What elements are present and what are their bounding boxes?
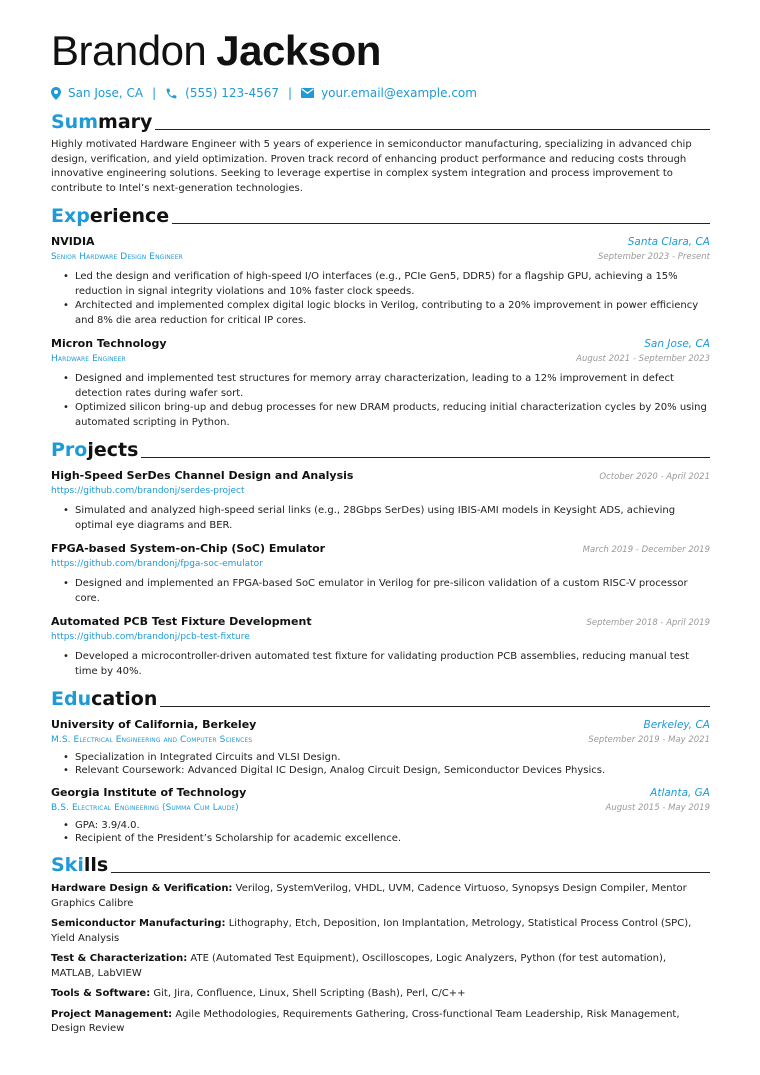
experience-heading bbox=[51, 204, 710, 228]
projects-list bbox=[51, 468, 710, 679]
project-entry bbox=[51, 541, 710, 606]
list-item: • Designed and implemented an FPGA-based SoC emulator in Verilog for pre-silicon validation of a custom RISC-V processor core. bbox=[51, 577, 710, 606]
project-link[interactable]: https://github.com/brandonj/fpga-soc-emulator bbox=[51, 559, 263, 569]
experience-entry bbox=[51, 336, 710, 430]
education-entry bbox=[51, 785, 710, 845]
project-dates: September 2018 - April 2019 bbox=[586, 618, 710, 628]
project-dates: October 2020 - April 2021 bbox=[599, 472, 710, 482]
skill-category: Test & Characterization: bbox=[51, 953, 188, 964]
school-location: Berkeley, CA bbox=[643, 719, 710, 731]
project-name: FPGA-based System-on-Chip (SoC) Emulator bbox=[51, 542, 326, 555]
job-location: Santa Clara, CA bbox=[627, 236, 710, 248]
contact-bar bbox=[51, 84, 710, 102]
section-title: Projects bbox=[51, 439, 139, 461]
education-heading bbox=[51, 687, 710, 711]
list-item: • Designed and implemented test structures for memory array characterization, leading to a 12% improvement in defect detection rates during wafer sort. bbox=[51, 372, 710, 401]
section-rule bbox=[141, 457, 710, 458]
job-location: San Jose, CA bbox=[644, 338, 710, 350]
skill-values: ATE (Automated Test Equipment), Oscilloscopes, Logic Analyzers, Python (for test automation), MATLAB, LabVIEW bbox=[51, 953, 667, 979]
skill-category: Project Management: bbox=[51, 1008, 173, 1020]
project-link[interactable]: https://github.com/brandonj/serdes-project bbox=[51, 486, 245, 496]
section-rule bbox=[155, 129, 710, 130]
project-dates: March 2019 - December 2019 bbox=[582, 545, 710, 555]
degree-title: M.S. Electrical Engineering and Computer Sciences bbox=[51, 735, 253, 745]
school-name: University of California, Berkeley bbox=[51, 718, 257, 731]
contact-phone[interactable] bbox=[165, 86, 279, 100]
school-name: Georgia Institute of Technology bbox=[51, 786, 247, 799]
skill-values: Git, Jira, Confluence, Linux, Shell Scripting (Bash), Perl, C/C++ bbox=[153, 988, 466, 999]
resume-page bbox=[51, 26, 710, 1037]
education-entry bbox=[51, 717, 710, 777]
skill-category: Hardware Design & Verification: bbox=[51, 883, 233, 894]
degree-title: B.S. Electrical Engineering (Summa Cum Laude) bbox=[51, 803, 239, 813]
phone-icon bbox=[165, 87, 178, 100]
section-rule bbox=[172, 223, 710, 224]
email-link: your.email@example.com bbox=[321, 86, 477, 100]
section-title: Experience bbox=[51, 205, 170, 227]
summary-heading bbox=[51, 110, 710, 134]
education-dates: August 2015 - May 2019 bbox=[605, 803, 710, 813]
education-list bbox=[51, 717, 710, 845]
skill-category: Tools & Software: bbox=[51, 988, 151, 999]
skill-values: Agile Methodologies, Requirements Gathering, Cross-functional Team Leadership, Risk Management, Design Review bbox=[51, 1008, 680, 1034]
phone-text: (555) 123-4567 bbox=[185, 86, 280, 100]
section-rule bbox=[160, 706, 710, 707]
job-dates: August 2021 - September 2023 bbox=[576, 354, 710, 364]
job-title: Senior Hardware Design Engineer bbox=[51, 252, 183, 262]
list-item: • Relevant Coursework: Advanced Digital IC Design, Analog Circuit Design, Semiconductor Devices Physics. bbox=[51, 764, 710, 777]
candidate-name bbox=[51, 26, 710, 76]
summary-text: Highly motivated Hardware Engineer with 5 years of experience in semiconductor manufacturing, specializing in advanced chip design, verification, and yield optimization. Proven track record of enhancing product performance and reducing costs through innovative engineering solutions. Seeking to leverage expertise in complex system integration and process improvement to contribute to Intel’s next-generation technologies. bbox=[51, 139, 692, 194]
contact-separator: | bbox=[288, 86, 293, 100]
section-title: Education bbox=[51, 688, 158, 710]
skill-line bbox=[51, 917, 710, 946]
skill-line bbox=[51, 1008, 710, 1037]
section-title: Summary bbox=[51, 111, 153, 133]
skills-heading bbox=[51, 853, 710, 877]
list-item: • Led the design and verification of high-speed I/O interfaces (e.g., PCIe Gen5, DDR5) for a flagship GPU, achieving a 15% reduction in signal integrity violations and 10% faster clock speeds. bbox=[51, 270, 710, 299]
skill-category: Semiconductor Manufacturing: bbox=[51, 918, 226, 929]
project-name: High-Speed SerDes Channel Design and Analysis bbox=[51, 469, 354, 482]
envelope-icon bbox=[301, 88, 314, 98]
job-dates: September 2023 - Present bbox=[597, 252, 710, 262]
project-entry bbox=[51, 468, 710, 533]
list-item: • Recipient of the President’s Scholarship for academic excellence. bbox=[51, 832, 710, 845]
contact-separator: | bbox=[152, 86, 157, 100]
job-title: Hardware Engineer bbox=[51, 354, 126, 364]
skills-list bbox=[51, 882, 710, 1037]
last-name: Jackson bbox=[216, 27, 381, 74]
contact-location bbox=[51, 86, 143, 100]
list-item: • Optimized silicon bring-up and debug processes for new DRAM products, reducing initial characterization cycles by 20% using automated scripting in Python. bbox=[51, 401, 710, 430]
list-item: • Simulated and analyzed high-speed serial links (e.g., 28Gbps SerDes) using IBIS-AMI models in Keysight ADS, achieving optimal eye diagrams and BER. bbox=[51, 504, 710, 533]
school-location: Atlanta, GA bbox=[650, 787, 710, 799]
first-name: Brandon bbox=[51, 27, 207, 74]
list-item: • Specialization in Integrated Circuits and VLSI Design. bbox=[51, 751, 710, 764]
project-entry bbox=[51, 614, 710, 679]
location-text: San Jose, CA bbox=[68, 86, 144, 100]
skill-line bbox=[51, 952, 710, 981]
project-name: Automated PCB Test Fixture Development bbox=[51, 615, 312, 628]
section-rule bbox=[111, 872, 710, 873]
contact-email[interactable] bbox=[301, 86, 477, 100]
skill-values: Lithography, Etch, Deposition, Ion Implantation, Metrology, Statistical Process Control (SPC), Yield Analysis bbox=[51, 918, 692, 944]
project-link[interactable]: https://github.com/brandonj/pcb-test-fixture bbox=[51, 632, 250, 642]
experience-entry bbox=[51, 234, 710, 328]
projects-heading bbox=[51, 438, 710, 462]
list-item: • Developed a microcontroller-driven automated test fixture for validating production PCB assemblies, reducing manual test time by 40%. bbox=[51, 650, 710, 679]
education-dates: September 2019 - May 2021 bbox=[588, 735, 710, 745]
list-item: • Architected and implemented complex digital logic blocks in Verilog, contributing to a 20% improvement in power efficiency and 8% die area reduction for critical IP cores. bbox=[51, 299, 710, 328]
section-title: Skills bbox=[51, 854, 109, 876]
experience-list bbox=[51, 234, 710, 430]
map-marker-icon bbox=[51, 87, 61, 100]
employer-name: NVIDIA bbox=[51, 235, 95, 248]
list-item: • GPA: 3.9/4.0. bbox=[51, 819, 710, 832]
skill-line bbox=[51, 987, 710, 1002]
employer-name: Micron Technology bbox=[51, 337, 167, 350]
skill-values: Verilog, SystemVerilog, VHDL, UVM, Cadence Virtuoso, Synopsys Design Compiler, Mentor Graphics Calibre bbox=[51, 883, 687, 909]
skill-line bbox=[51, 882, 710, 911]
